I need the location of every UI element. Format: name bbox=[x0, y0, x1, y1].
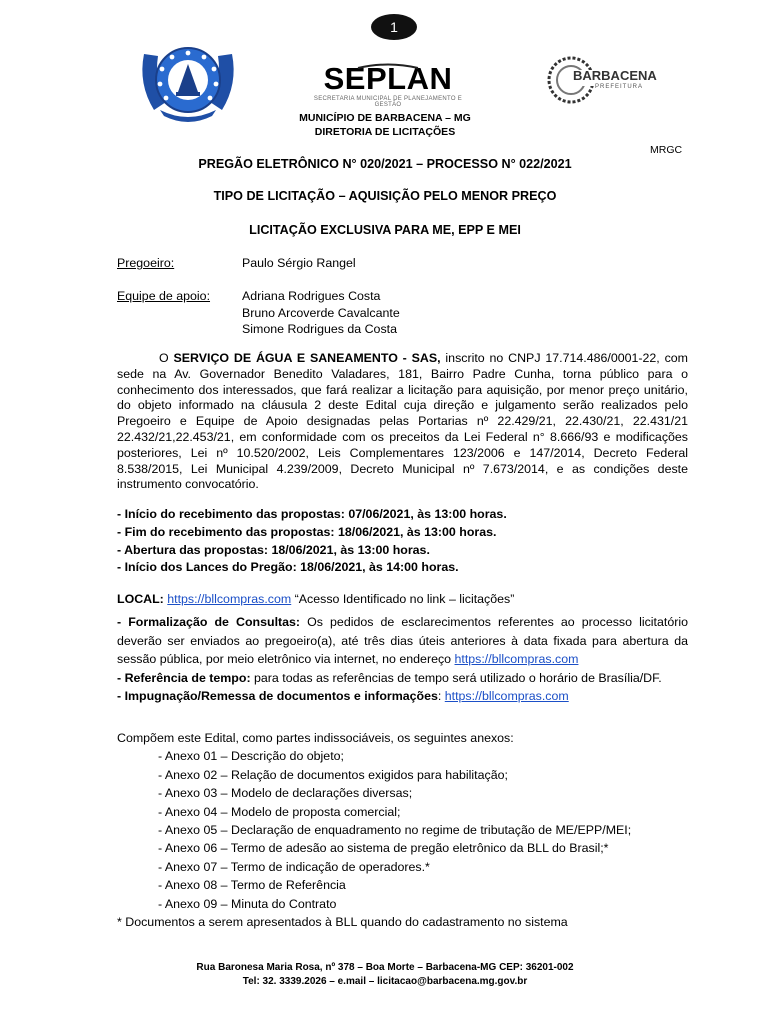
barbacena-prefeitura-logo bbox=[543, 54, 665, 108]
local-link[interactable]: https://bllcompras.com bbox=[167, 592, 292, 606]
footer-contact: Tel: 32. 3339.2026 – e.mail – licitacao@barbacena.mg.gov.br bbox=[242, 976, 528, 987]
dates-list bbox=[117, 506, 507, 577]
annex-item: - Anexo 05 – Declaração de enquadramento no regime de tributação de ME/EPP/MEI; bbox=[158, 823, 632, 838]
impugnacao-label: - Impugnação/Remessa de documentos e informações bbox=[117, 689, 438, 703]
equipe-member: Adriana Rodrigues Costa bbox=[242, 289, 381, 303]
equipe-member: Simone Rodrigues da Costa bbox=[242, 322, 397, 336]
date-item: - Abertura das propostas: 18/06/2021, às 13:00 horas. bbox=[117, 542, 430, 557]
local-note: “Acesso Identificado no link – licitações” bbox=[291, 592, 515, 606]
date-item: - Fim do recebimento das propostas: 18/06/2021, às 13:00 horas. bbox=[117, 524, 497, 539]
pregoeiro-label: Pregoeiro: bbox=[117, 256, 175, 270]
municipal-seal-logo bbox=[138, 44, 238, 122]
annex-intro: Compõem este Edital, como partes indissociáveis, os seguintes anexos: bbox=[117, 731, 514, 745]
barbacena-wordmark: BARBACENA bbox=[573, 68, 657, 83]
annex-section bbox=[117, 729, 631, 931]
annex-item: - Anexo 08 – Termo de Referência bbox=[158, 878, 346, 893]
consultas-paragraph: - Formalização de Consultas: Os pedidos de esclarecimentos referentes ao processo licitatório deverão ser enviados ao pregoeiro(a), até três dias úteis anteriores à data fixada para abertura da sessão pública, por meio eletrônico via internet, no endereço https://bllcompras.com bbox=[117, 615, 688, 666]
intro-entity-name: SERVIÇO DE ÁGUA E SANEAMENTO - SAS, bbox=[173, 351, 441, 365]
annex-item: - Anexo 02 – Relação de documentos exigidos para habilitação; bbox=[158, 767, 508, 782]
header-municipio: MUNICÍPIO DE BARBACENA – MG bbox=[299, 112, 471, 124]
tempo-paragraph: - Referência de tempo: para todas as referências de tempo será utilizado o horário de Brasília/DF. bbox=[117, 670, 662, 685]
consultas-label: - Formalização de Consultas: bbox=[117, 615, 301, 629]
page-number: 1 bbox=[390, 19, 398, 35]
title-licitacao-exclusiva: LICITAÇÃO EXCLUSIVA PARA ME, EPP E MEI bbox=[249, 223, 521, 237]
date-item: - Início do recebimento das propostas: 07/06/2021, às 13:00 horas. bbox=[117, 507, 507, 521]
equipe-label: Equipe de apoio: bbox=[117, 289, 211, 303]
date-item: - Início dos Lances do Pregão: 18/06/2021, às 14:00 horas. bbox=[117, 560, 459, 575]
pregoeiro-name: Paulo Sérgio Rangel bbox=[242, 256, 356, 270]
annex-item: - Anexo 07 – Termo de indicação de operadores.* bbox=[158, 859, 430, 874]
tempo-label: - Referência de tempo: bbox=[117, 670, 251, 685]
barbacena-tagline: PREFEITURA bbox=[595, 84, 644, 90]
annex-item: - Anexo 04 – Modelo de proposta comercial; bbox=[158, 804, 401, 819]
annex-item: - Anexo 01 – Descrição do objeto; bbox=[158, 749, 344, 764]
intro-paragraph: O SERVIÇO DE ÁGUA E SANEAMENTO - SAS, inscrito no CNPJ 17.714.486/0001-22, com sede na Av. Governador Benedito Valadares, 181, Bairro Padre Cunha, torna público para o conhecimento dos interessados, que fará realizar a licitação para aquisição, por menor preço unitário, do objeto informado na cláusula 2 deste Edital cuja direção e julgamento serão realizados pelo Pregoeiro e Equipe de Apoio designadas pelas Portarias nº 22.429/21, 22.430/21, 22.431/21 22.432/21,22.453/21, em conformidade com os preceitos da Lei Federal n° 8.666/93 e modificações posteriores, Lei nº 10.520/2002, Leis Complementares 123/2006 e 147/2014, Decreto Federal 8.538/2015, Lei Municipal 4.239/2009, Decreto Municipal nº 7.673/2014, e as condições deste instrumento convocatório. bbox=[117, 351, 688, 492]
consultas-link[interactable]: https://bllcompras.com bbox=[454, 652, 579, 666]
title-tipo-licitacao: TIPO DE LICITAÇÃO – AQUISIÇÃO PELO MENOR PREÇO bbox=[213, 189, 557, 203]
seplan-swoosh-icon bbox=[356, 58, 420, 64]
impugnacao-paragraph: - Impugnação/Remessa de documentos e informações: https://bllcompras.com bbox=[117, 689, 569, 703]
impugnacao-link[interactable]: https://bllcompras.com bbox=[444, 689, 569, 703]
local-line bbox=[117, 592, 514, 606]
title-pregao: PREGÃO ELETRÔNICO N° 020/2021 – PROCESSO N° 022/2021 bbox=[198, 157, 572, 171]
footer-address: Rua Baronesa Maria Rosa, nº 378 – Boa Morte – Barbacena-MG CEP: 36201-002 bbox=[196, 962, 574, 973]
equipe-member: Bruno Arcoverde Cavalcante bbox=[242, 306, 400, 320]
page-number-badge bbox=[371, 14, 417, 44]
annex-footnote: * Documentos a serem apresentados à BLL quando do cadastramento no sistema bbox=[117, 915, 568, 930]
seplan-wordmark: SEPLAN bbox=[323, 61, 453, 96]
annex-item: - Anexo 03 – Modelo de declarações diversas; bbox=[158, 786, 413, 801]
header-diretoria: DIRETORIA DE LICITAÇÕES bbox=[314, 126, 456, 138]
info-block bbox=[117, 613, 688, 706]
document-code: MRGC bbox=[650, 144, 683, 156]
local-label: LOCAL: bbox=[117, 592, 164, 606]
annex-item: - Anexo 09 – Minuta do Contrato bbox=[158, 896, 337, 911]
seplan-subtitle: SECRETARIA MUNICIPAL DE PLANEJAMENTO E GESTÃO bbox=[313, 96, 463, 108]
annex-item: - Anexo 06 – Termo de adesão ao sistema de pregão eletrônico da BLL do Brasil;* bbox=[158, 841, 609, 856]
